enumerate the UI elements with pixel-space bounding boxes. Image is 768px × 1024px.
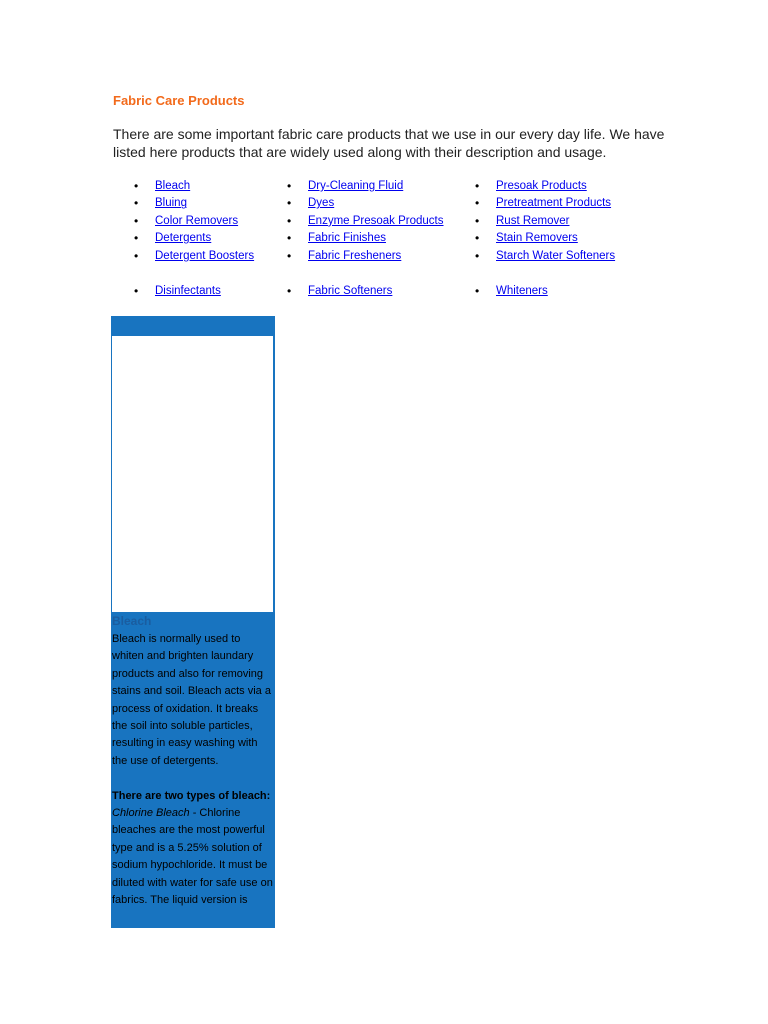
types-heading: There are two types of bleach: (112, 789, 271, 802)
list-item (134, 248, 254, 265)
list-item (475, 230, 615, 247)
product-links-column-2 (287, 178, 444, 300)
bullet-icon: • (287, 196, 292, 211)
list-item (475, 195, 615, 212)
link-fabric-finishes[interactable]: Fabric Finishes (308, 232, 386, 245)
link-bleach[interactable]: Bleach (155, 180, 191, 192)
list-item (134, 230, 254, 247)
link-detergent-boosters[interactable]: Detergent Boosters (155, 249, 255, 262)
panel-heading: Bleach (112, 614, 152, 628)
link-detergents[interactable]: Detergents (155, 232, 212, 245)
bullet-icon: • (475, 283, 480, 298)
bullet-icon: • (134, 213, 139, 228)
product-links-column-1 (134, 178, 254, 300)
link-stain-removers[interactable]: Stain Removers (496, 232, 578, 245)
link-starch-water-softeners[interactable]: Starch Water Softeners (496, 249, 616, 262)
bullet-icon: • (475, 196, 480, 211)
list-item (134, 195, 254, 212)
bullet-icon: • (287, 179, 292, 193)
link-fabric-fresheners[interactable]: Fabric Fresheners (308, 249, 402, 262)
list-item (475, 178, 615, 195)
link-disinfectants[interactable]: Disinfectants (155, 284, 221, 297)
bullet-icon: • (475, 213, 480, 228)
list-item (134, 283, 254, 300)
bullet-icon: • (134, 248, 139, 263)
bullet-icon: • (475, 231, 480, 246)
list-item (287, 195, 444, 212)
chlorine-paragraph (112, 805, 274, 909)
bleach-info-panel (111, 316, 275, 928)
list-item (287, 283, 444, 300)
link-dry-cleaning-fluid[interactable]: Dry-Cleaning Fluid (308, 180, 404, 192)
link-pretreatment-products[interactable]: Pretreatment Products (496, 197, 612, 210)
panel-description: Bleach is normally used to whiten and brighten laundary products and also for removing stains and soil. Bleach acts via a process of oxidation. It breaks the soil into soluble particles, resulting in easy washing with the use of detergents. (112, 633, 271, 767)
list-item (287, 248, 444, 265)
intro-paragraph: There are some important fabric care products that we use in our every day life. We have listed here products that are widely used along with their description and usage. (113, 126, 665, 160)
bullet-icon: • (134, 283, 139, 298)
link-rust-remover[interactable]: Rust Remover (496, 214, 570, 227)
list-item (134, 178, 254, 195)
product-image-placeholder (112, 336, 273, 612)
link-presoak-products[interactable]: Presoak Products (496, 180, 587, 192)
bullet-icon: • (134, 231, 139, 246)
list-item (475, 213, 615, 230)
product-links-column-3 (475, 178, 615, 300)
bullet-icon: • (475, 248, 480, 263)
page-title: Fabric Care Products (113, 93, 245, 108)
list-item (287, 230, 444, 247)
bullet-icon: • (134, 179, 139, 193)
bullet-icon: • (475, 179, 480, 193)
link-bluing[interactable]: Bluing (155, 197, 187, 210)
link-fabric-softeners[interactable]: Fabric Softeners (308, 284, 393, 297)
list-item (475, 283, 615, 300)
list-item (134, 213, 254, 230)
panel-body (112, 631, 274, 927)
list-item (287, 178, 444, 195)
bullet-icon: • (287, 283, 292, 298)
bullet-icon: • (287, 248, 292, 263)
link-color-removers[interactable]: Color Removers (155, 214, 239, 227)
bullet-icon: • (287, 231, 292, 246)
link-enzyme-presoak-products[interactable]: Enzyme Presoak Products (308, 214, 444, 227)
chlorine-label: Chlorine Bleach (112, 807, 190, 820)
link-whiteners[interactable]: Whiteners (496, 284, 548, 297)
bullet-icon: • (287, 213, 292, 228)
chlorine-text: - Chlorine bleaches are the most powerful type and is a 5.25% solution of sodium hypochloride. It must be diluted with water for safe use on fabrics. The liquid version is (112, 807, 273, 907)
list-item (287, 213, 444, 230)
bullet-icon: • (134, 196, 139, 211)
list-item (475, 248, 615, 265)
link-dyes[interactable]: Dyes (308, 197, 335, 210)
